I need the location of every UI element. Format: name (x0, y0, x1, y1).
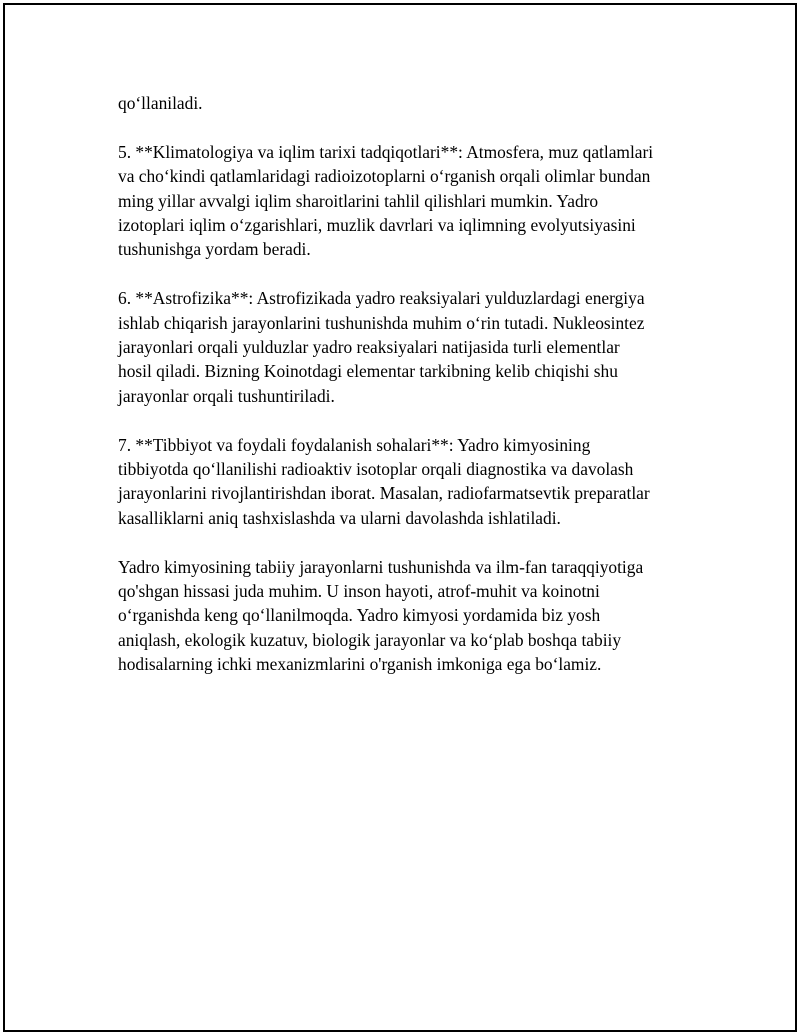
paragraph-climatology: 5. **Klimatologiya va iqlim tarixi tadqiqotlari**: Atmosfera, muz qatlamlari va cho‘kindi qatlamlaridagi radioizotoplarni o‘rganish orqali olimlar bundan ming yillar avvalgi iqlim sharoitlarini tahlil qilishlari mumkin. Yadro izotoplari iqlim o‘zgarishlari, muzlik davrlari va iqlimning evolyutsiyasini tushunishga yordam beradi. (118, 141, 654, 260)
paragraph-astrophysics: 6. **Astrofizika**: Astrofizikada yadro reaksiyalari yulduzlardagi energiya ishlab chiqarish jarayonlarini tushunishda muhim o‘rin tutadi. Nukleosintez jarayonlari orqali yulduzlar yadro reaksiyalari natijasida turli elementlar hosil qiladi. Bizning Koinotdagi elementar tarkibning kelib chiqishi shu jarayonlar orqali tushuntiriladi. (118, 288, 645, 406)
document-body (118, 91, 698, 701)
paragraph-conclusion: Yadro kimyosining tabiiy jarayonlarni tushunishda va ilm-fan taraqqiyotiga qo'shgan hissasi juda muhim. U inson hayoti, atrof-muhit va koinotni o‘rganishda keng qo‘llanilmoqda. Yadro kimyosi yordamida biz yosh aniqlash, ekologik kuzatuv, biologik jarayonlar va ko‘plab boshqa tabiiy hodisalarning ichki mexanizmlarini o'rganish imkoniga ega bo‘lamiz. (118, 556, 644, 675)
paragraph-continuation: qo‘llaniladi. (118, 93, 203, 113)
paragraph-medicine: 7. **Tibbiyot va foydali foydalanish sohalari**: Yadro kimyosining tibbiyotda qo‘llanilishi radioaktiv isotoplar orqali diagnostika va davolash jarayonlarini rivojlantirishdan iborat. Masalan, radiofarmatsevtik preparatlar kasalliklarni aniq tashxislashda va ularni davolashda ishlatiladi. (118, 434, 650, 528)
